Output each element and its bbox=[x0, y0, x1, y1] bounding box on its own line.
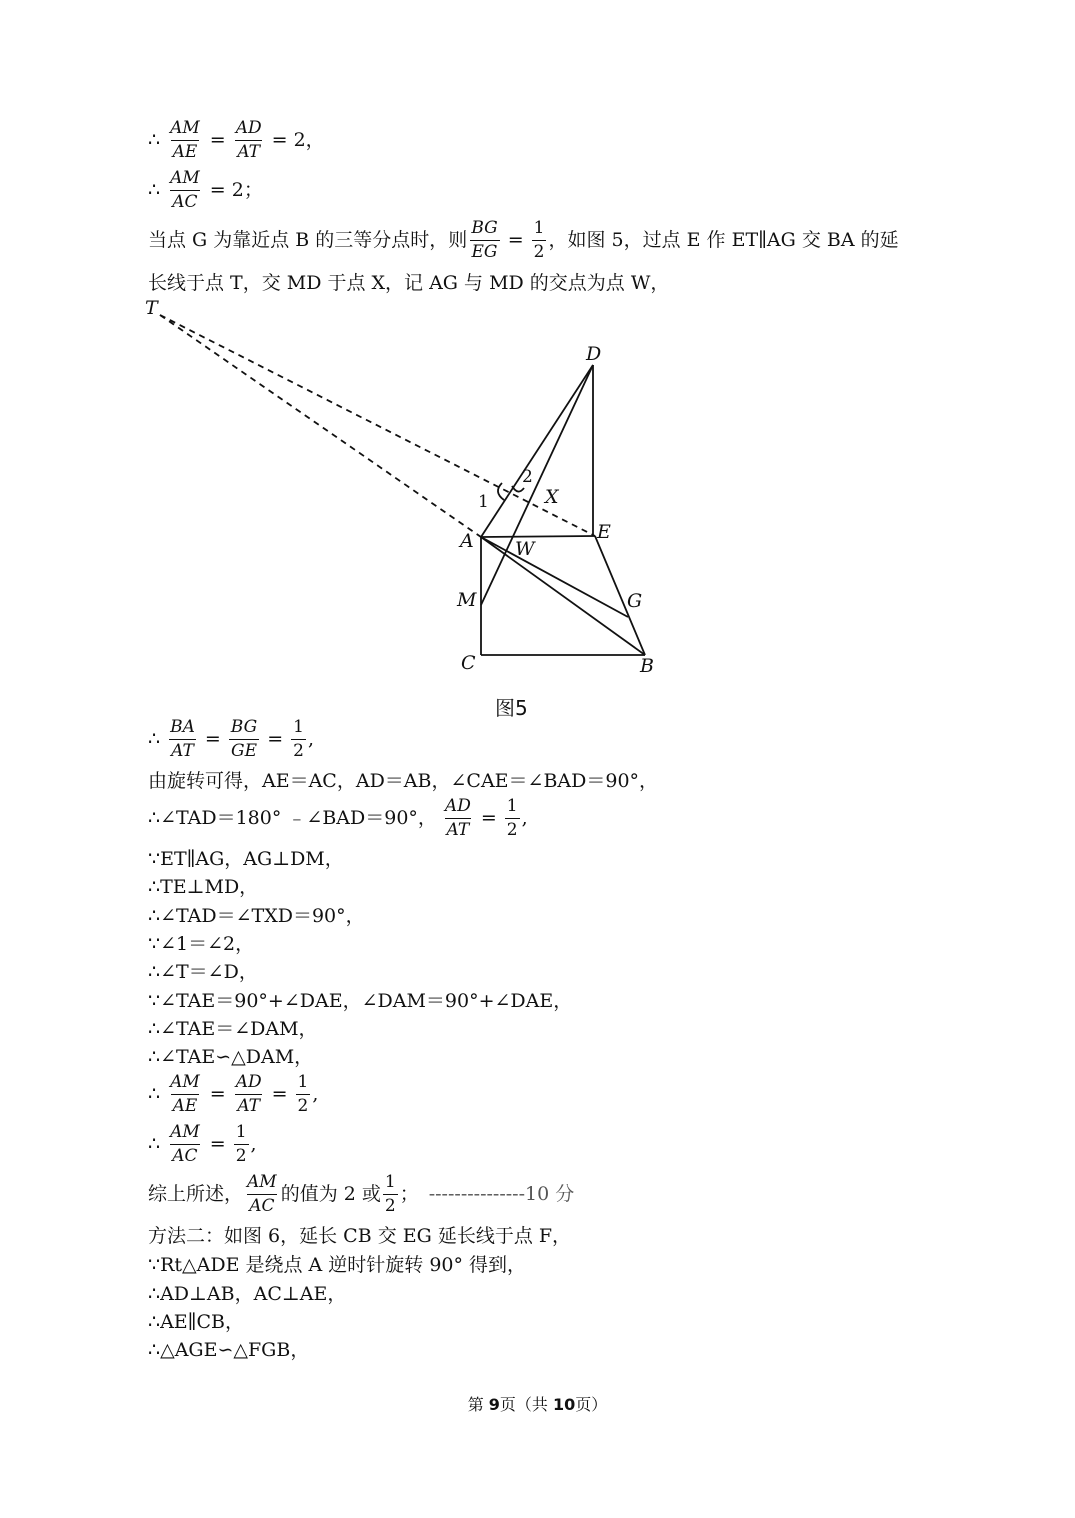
page-number: 9 bbox=[488, 1395, 500, 1414]
fraction-ba-at: $\frac{BA}{AT}$ bbox=[170, 717, 195, 761]
fraction-one-half: $\frac{1}{2}$ bbox=[235, 1122, 247, 1166]
label-x: X bbox=[545, 486, 559, 508]
figure-caption: 图5 bbox=[495, 696, 528, 720]
text-line-15 bbox=[148, 1048, 313, 1067]
eq-line-5 bbox=[148, 719, 314, 760]
sentence: ∴∠TAE∽△DAM， bbox=[148, 1046, 314, 1068]
label-m: M bbox=[457, 589, 477, 611]
text-line-22 bbox=[148, 1313, 244, 1332]
equals-sign: = bbox=[209, 129, 226, 151]
footer-mid: 页（共 bbox=[499, 1395, 554, 1414]
equation-tail: , bbox=[250, 1133, 257, 1155]
eq-line-17 bbox=[148, 1124, 257, 1165]
fraction-am-ac: $\frac{AM}{AC}$ bbox=[170, 168, 200, 212]
geometry-figure-5 bbox=[0, 0, 1075, 700]
therefore-symbol: ∴ bbox=[148, 1133, 161, 1155]
page-footer bbox=[0, 1392, 1075, 1415]
fraction-ad-at: $\frac{AD}{AT}$ bbox=[235, 1072, 262, 1116]
text-line-11 bbox=[148, 935, 254, 954]
dashed-line-te bbox=[160, 315, 595, 536]
fraction-ad-at: $\frac{AD}{AT}$ bbox=[444, 796, 471, 840]
sentence: ∵Rt△ADE 是绕点 A 逆时针旋转 90° 得到， bbox=[148, 1254, 527, 1276]
label-d: D bbox=[586, 343, 602, 365]
segment-ad bbox=[481, 365, 593, 537]
sentence-part: 的值为 2 或 bbox=[280, 1183, 381, 1205]
sentence: 方法二：如图 6，延长 CB 交 EG 延长线于点 F， bbox=[148, 1225, 572, 1247]
sentence-part: ； bbox=[399, 1183, 419, 1205]
fraction-one-half: $\frac{1}{2}$ bbox=[384, 1172, 396, 1216]
equation-tail: , bbox=[521, 807, 528, 829]
fraction-am-ae: $\frac{AM}{AE}$ bbox=[170, 1072, 200, 1116]
fraction-one-half: $\frac{1}{2}$ bbox=[297, 1072, 309, 1116]
equals-sign: = bbox=[507, 229, 524, 251]
sentence: ∵∠TAE＝90°+∠DAE，∠DAM＝90°+∠DAE， bbox=[148, 990, 573, 1012]
equals-sign: = bbox=[209, 1083, 226, 1105]
segment-ae bbox=[481, 536, 595, 537]
fraction-one-half: $\frac{1}{2}$ bbox=[506, 796, 518, 840]
fraction-bg-ge: $\frac{BG}{GE}$ bbox=[230, 717, 258, 761]
label-a: A bbox=[460, 530, 474, 552]
text-line-20 bbox=[148, 1256, 526, 1275]
text-line-13 bbox=[148, 992, 572, 1011]
equals-sign: = bbox=[204, 728, 221, 750]
equation-tail: = 2， bbox=[271, 129, 325, 151]
sentence: ∴TE⊥MD， bbox=[148, 876, 259, 898]
text-line-6 bbox=[148, 772, 658, 791]
fraction-one-half: $\frac{1}{2}$ bbox=[533, 218, 545, 262]
page-total: 10 bbox=[553, 1395, 576, 1414]
text-line-9 bbox=[148, 878, 258, 897]
sentence-part: 当点 G 为靠近点 B 的三等分点时，则 bbox=[148, 229, 468, 251]
label-angle-1: 1 bbox=[478, 492, 489, 512]
sentence: ∴∠TAD＝∠TXD＝90°， bbox=[148, 905, 365, 927]
therefore-symbol: ∴ bbox=[148, 129, 161, 151]
label-t: T bbox=[145, 297, 158, 319]
equals-sign: = bbox=[480, 807, 497, 829]
equation-tail: , bbox=[307, 728, 314, 750]
sentence: 长线于点 T，交 MD 于点 X，记 AG 与 MD 的交点为点 W， bbox=[148, 272, 670, 294]
sentence: ∵ET∥AG，AG⊥DM， bbox=[148, 848, 344, 870]
text-line-12 bbox=[148, 963, 258, 982]
text-line-21 bbox=[148, 1285, 346, 1304]
eq-line-16 bbox=[148, 1074, 318, 1115]
summary-line bbox=[148, 1174, 574, 1215]
sentence: ∴AE∥CB， bbox=[148, 1311, 244, 1333]
therefore-symbol: ∴ bbox=[148, 179, 161, 201]
eq-line-7 bbox=[148, 798, 528, 839]
equation-tail: , bbox=[312, 1083, 319, 1105]
equals-sign: = bbox=[267, 728, 284, 750]
sentence: ∴∠TAE＝∠DAM， bbox=[148, 1018, 318, 1040]
label-c: C bbox=[461, 652, 476, 674]
segment-ag bbox=[481, 537, 628, 617]
segment-md bbox=[481, 365, 593, 605]
therefore-symbol: ∴ bbox=[148, 1083, 161, 1105]
score-marker: ---------------10 分 bbox=[428, 1183, 575, 1205]
equation-tail: = 2； bbox=[209, 179, 263, 201]
footer-prefix: 第 bbox=[467, 1395, 489, 1414]
label-w: W bbox=[515, 538, 535, 560]
sentence-part: ∴∠TAD＝180° ﹣∠BAD＝90°， bbox=[148, 807, 437, 829]
equals-sign: = bbox=[209, 1133, 226, 1155]
text-line-8 bbox=[148, 850, 344, 869]
fraction-one-half: $\frac{1}{2}$ bbox=[293, 717, 304, 761]
sentence: ∴AD⊥AB，AC⊥AE， bbox=[148, 1283, 347, 1305]
text-line-23 bbox=[148, 1341, 309, 1360]
angle-1-arc bbox=[498, 483, 504, 500]
text-line-10 bbox=[148, 907, 365, 926]
fraction-am-ac: $\frac{AM}{AC}$ bbox=[170, 1122, 200, 1166]
label-b: B bbox=[640, 655, 654, 677]
fraction-am-ae: $\frac{AM}{AE}$ bbox=[170, 118, 200, 162]
text-line-14 bbox=[148, 1020, 318, 1039]
sentence-part: 综上所述， bbox=[148, 1183, 244, 1205]
equals-sign: = bbox=[271, 1083, 288, 1105]
sentence-part: ，如图 5，过点 E 作 ET∥AG 交 BA 的延 bbox=[548, 229, 899, 251]
label-e: E bbox=[597, 521, 611, 543]
dashed-line-ta bbox=[160, 315, 481, 537]
text-line-19 bbox=[148, 1227, 571, 1246]
fraction-bg-eg: $\frac{BG}{EG}$ bbox=[471, 218, 498, 262]
sentence: ∴∠T＝∠D， bbox=[148, 961, 258, 983]
fraction-am-ac: $\frac{AM}{AC}$ bbox=[247, 1172, 277, 1216]
label-g: G bbox=[627, 590, 643, 612]
footer-suffix: 页） bbox=[575, 1395, 608, 1414]
sentence: 由旋转可得，AE＝AC，AD＝AB，∠CAE＝∠BAD＝90°， bbox=[148, 770, 659, 792]
sentence: ∴△AGE∽△FGB， bbox=[148, 1339, 310, 1361]
fraction-ad-at: $\frac{AD}{AT}$ bbox=[235, 118, 262, 162]
therefore-symbol: ∴ bbox=[148, 728, 161, 750]
sentence: ∵∠1＝∠2， bbox=[148, 933, 255, 955]
label-angle-2: 2 bbox=[522, 467, 533, 487]
